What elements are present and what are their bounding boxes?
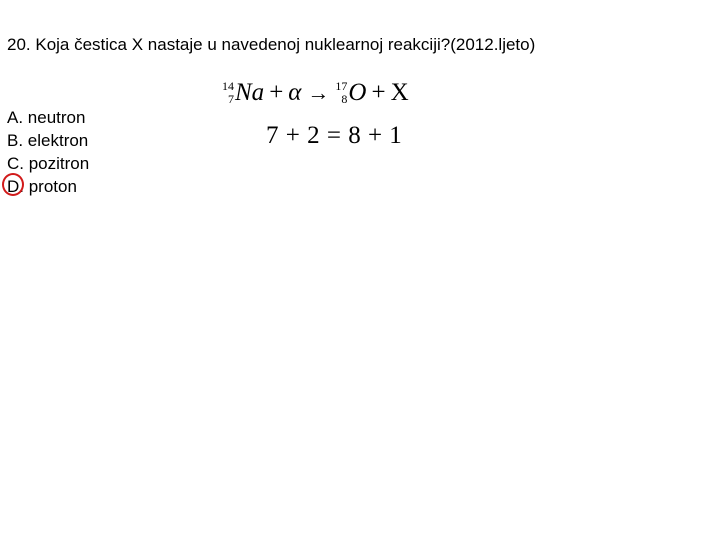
option-c: C. pozitron: [7, 154, 90, 173]
option-b: B. elektron: [7, 131, 89, 150]
plus-sign-2: +: [371, 79, 386, 106]
answer-options: [7, 106, 89, 198]
product-mass-number: 17: [335, 79, 348, 93]
reactant-atomic-number: 7: [228, 92, 234, 106]
atomic-number-balance: 7 + 2 = 8 + 1: [266, 122, 403, 149]
reactant-symbol: Na: [235, 79, 265, 106]
nuclear-reaction-equation: [222, 72, 409, 114]
option-d-label: D. proton: [7, 177, 77, 196]
reaction-arrow: →: [307, 80, 330, 105]
product-atomic-number: 8: [341, 92, 348, 106]
answer-circle-mark: [2, 173, 24, 196]
question-text: 20. Koja čestica X nastaje u navedenoj nuklearnoj reakciji?(2012.ljeto): [7, 35, 536, 54]
reactant-mass-number: 14: [222, 79, 234, 93]
plus-sign: +: [269, 79, 284, 106]
unknown-particle-x: X: [390, 79, 409, 106]
product-nuclide: [335, 72, 366, 114]
option-d: [7, 175, 89, 198]
option-a: A. neutron: [7, 108, 86, 127]
reactant-nuclide: [222, 72, 264, 114]
alpha-particle: α: [288, 79, 302, 106]
product-symbol: O: [348, 79, 367, 106]
